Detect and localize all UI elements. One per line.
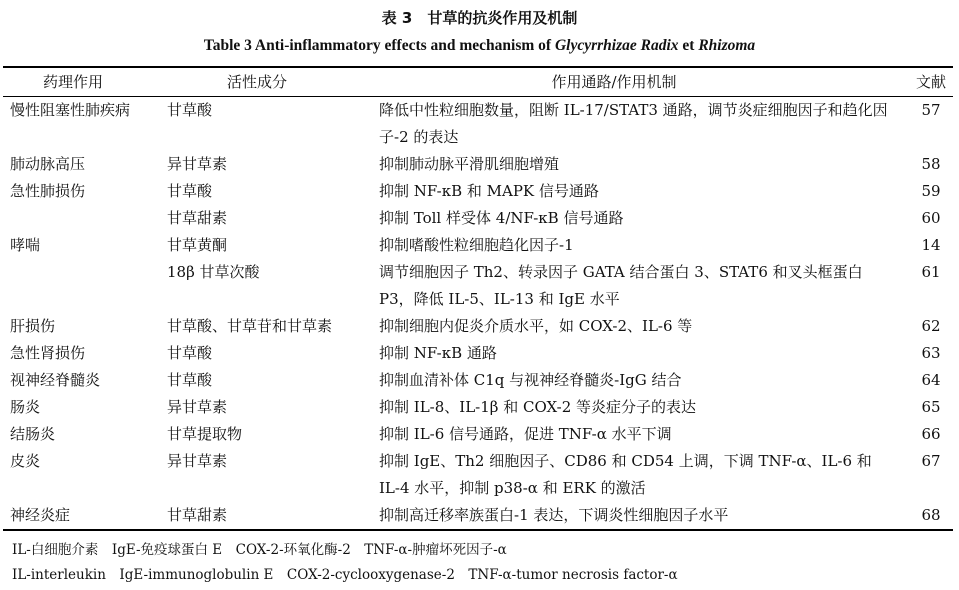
cell-effect: 结肠炎 [10,425,56,443]
table-row [3,205,953,232]
cell-mechanism: 抑制 IL-6 信号通路，促进 TNF-α 水平下调 [379,425,672,443]
cell-reference: 65 [921,398,941,416]
footnote-chinese: IL-白细胞介素 IgE-免疫球蛋白 E COX-2-环氧化酶-2 TNF-α-肿瘤坏死因子-α [12,542,507,558]
cell-component: 甘草黄酮 [167,236,228,254]
cell-effect: 哮喘 [10,236,41,254]
cell-reference: 63 [921,344,941,362]
cell-mechanism: 抑制 NF-κB 和 MAPK 信号通路 [379,182,599,200]
header-effect: 药理作用 [43,72,104,91]
table-row [3,367,953,394]
cell-mechanism: 抑制 IgE、Th2 细胞因子、CD86 和 CD54 上调，下调 TNF-α、IL-6 和 IL-4 水平，抑制 p38-α 和 ERK 的激活 [379,452,872,497]
cell-reference: 14 [921,236,941,254]
cell-mechanism: 抑制血清补体 C1q 与视神经脊髓炎-IgG 结合 [379,371,682,389]
header-component: 活性成分 [227,72,288,91]
cell-effect [3,259,163,313]
cell-effect: 肠炎 [10,398,41,416]
cell-component: 18β 甘草次酸 [167,263,260,281]
cell-component: 甘草酸、甘草苷和甘草素 [167,317,333,335]
cell-mechanism: 抑制肺动脉平滑肌细胞增殖 [379,155,560,173]
cell-reference: 57 [921,101,941,119]
cell-component: 甘草提取物 [167,425,243,443]
title-en-mid: et [678,37,699,54]
table-row [3,394,953,421]
table-title-english [0,36,959,56]
table-row [3,178,953,205]
cell-mechanism: 降低中性粒细胞数量，阻断 IL-17/STAT3 通路，调节炎症细胞因子和趋化因子-2 的表达 [379,101,888,146]
cell-effect: 视神经脊髓炎 [10,371,101,389]
cell-mechanism: 抑制 Toll 样受体 4/NF-κB 信号通路 [379,209,624,227]
cell-reference: 68 [921,506,941,524]
cell-reference: 61 [921,263,941,281]
header-reference: 文献 [915,72,946,91]
cell-component: 甘草甜素 [167,209,228,227]
cell-mechanism: 抑制 IL-8、IL-1β 和 COX-2 等炎症分子的表达 [379,398,697,416]
cell-component: 甘草酸 [167,371,213,389]
table-row [3,259,953,313]
cell-effect: 神经炎症 [10,506,71,524]
title-en-latin-name-1: Glycyrrhizae Radix [554,37,679,54]
cell-effect [3,205,163,232]
table-header-row [3,67,953,97]
table-row [3,232,953,259]
cell-component: 异甘草素 [167,398,228,416]
title-en-prefix: Table 3 Anti-inflammatory effects and mechanism of [203,37,555,54]
cell-effect: 急性肾损伤 [10,344,86,362]
cell-component: 甘草酸 [167,344,213,362]
table-row [3,502,953,530]
cell-component: 异甘草素 [167,155,228,173]
cell-effect: 肝损伤 [10,317,56,335]
table-row [3,151,953,178]
cell-mechanism: 抑制细胞内促炎介质水平，如 COX-2、IL-6 等 [379,317,693,335]
cell-effect: 急性肺损伤 [10,182,86,200]
table-body [3,97,953,531]
anti-inflammatory-table [3,66,953,531]
cell-reference: 58 [921,155,941,173]
cell-effect: 皮炎 [10,452,41,470]
table-title-chinese: 表 3 甘草的抗炎作用及机制 [381,9,578,27]
cell-component: 甘草酸 [167,182,213,200]
cell-reference: 62 [921,317,941,335]
cell-component: 甘草甜素 [167,506,228,524]
table-row [3,313,953,340]
cell-mechanism: 抑制嗜酸性粒细胞趋化因子-1 [379,236,574,254]
cell-component: 甘草酸 [167,101,213,119]
cell-effect: 肺动脉高压 [10,155,86,173]
cell-component: 异甘草素 [167,452,228,470]
cell-reference: 59 [921,182,941,200]
cell-mechanism: 抑制高迁移率族蛋白-1 表达，下调炎性细胞因子水平 [379,506,729,524]
cell-effect: 慢性阻塞性肺疾病 [10,101,131,119]
footnote-english: IL-interleukin IgE-immunoglobulin E COX-2-cyclooxygenase-2 TNF-α-tumor necrosis factor-α [12,567,678,583]
cell-reference: 66 [921,425,941,443]
cell-reference: 67 [921,452,941,470]
cell-reference: 64 [921,371,941,389]
cell-mechanism: 调节细胞因子 Th2、转录因子 GATA 结合蛋白 3、STAT6 和叉头框蛋白 P3，降低 IL-5、IL-13 和 IgE 水平 [379,263,863,308]
table-row [3,448,953,502]
table-row [3,340,953,367]
table-row [3,421,953,448]
cell-mechanism: 抑制 NF-κB 通路 [379,344,497,362]
table-row [3,97,953,152]
cell-reference: 60 [921,209,941,227]
title-en-latin-name-2: Rhizoma [698,37,756,54]
header-mechanism: 作用通路/作用机制 [551,72,677,91]
